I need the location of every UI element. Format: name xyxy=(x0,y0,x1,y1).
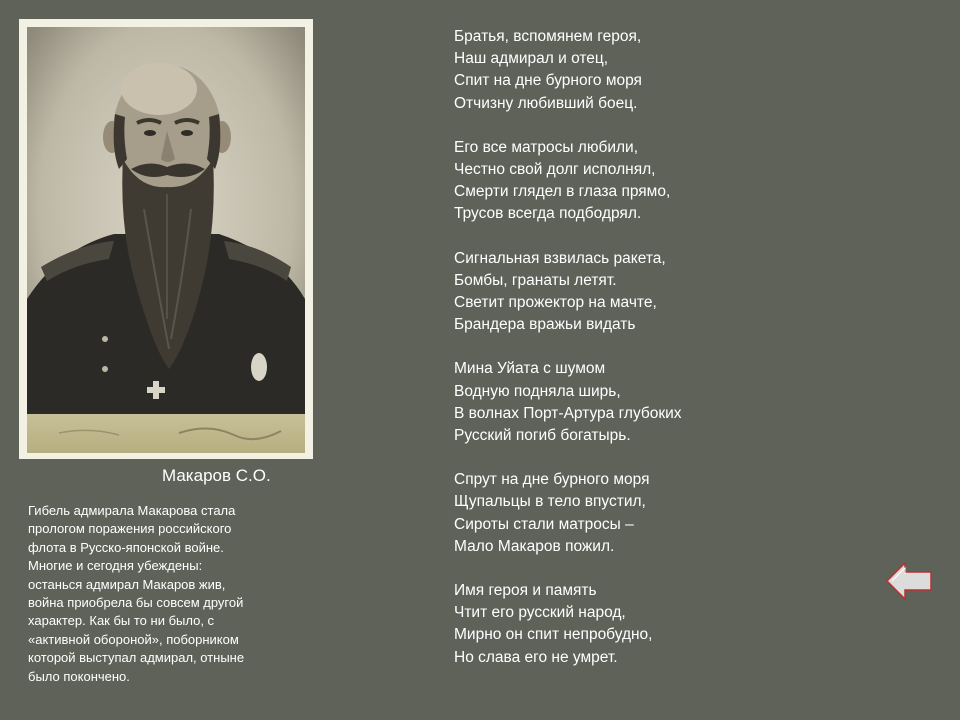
poem-line: Честно свой долг исполнял, xyxy=(454,161,656,179)
poem-line: Наш адмирал и отец, xyxy=(454,50,609,68)
description-text xyxy=(28,502,318,686)
poem-line: Братья, вспомянем героя, xyxy=(454,28,642,45)
poem-line: Смерти глядел в глаза прямо, xyxy=(454,183,671,201)
back-button[interactable] xyxy=(886,562,932,600)
poem-line: Сигнальная взвилась ракета, xyxy=(454,249,666,267)
description-line: характер. Как бы то ни было, с xyxy=(28,613,215,629)
arrow-left-icon xyxy=(886,562,932,600)
poem-stanza xyxy=(454,248,834,337)
portrait-caption: Макаров С.О. xyxy=(162,466,271,485)
poem-stanza xyxy=(454,26,834,115)
poem-line: Спрут на дне бурного моря xyxy=(454,471,650,489)
poem-line: Чтит его русский народ, xyxy=(454,604,626,622)
poem-line: Мина Уйата с шумом xyxy=(454,360,606,378)
portrait-photo xyxy=(19,19,313,459)
poem-line: Русский погиб богатырь. xyxy=(454,427,631,445)
description-line: «активной обороной», поборником xyxy=(28,631,239,647)
poem-line: Светит прожектор на мачте, xyxy=(454,294,657,312)
description-line: было покончено. xyxy=(28,668,130,684)
poem-stanza xyxy=(454,358,834,447)
poem-stanza xyxy=(454,580,834,669)
description-line: прологом поражения российского xyxy=(28,521,232,537)
description-line: Гибель адмирала Макарова стала xyxy=(28,503,236,518)
description-line: война приобрела бы совсем другой xyxy=(28,595,244,611)
poem-line: Водную подняла ширь, xyxy=(454,382,621,400)
poem-line: Брандера вражьи видать xyxy=(454,316,636,334)
poem-line: Но слава его не умрет. xyxy=(454,648,618,666)
poem-line: Его все матросы любили, xyxy=(454,138,639,156)
description-line: которой выступал адмирал, отныне xyxy=(28,650,245,666)
description-line: флота в Русско-японской войне. xyxy=(28,539,224,555)
poem-line: Имя героя и память xyxy=(454,582,597,600)
poem-stanza xyxy=(454,137,834,226)
poem-line: Спит на дне бурного моря xyxy=(454,72,642,90)
description-line: Многие и сегодня убеждены: xyxy=(28,558,203,574)
poem-stanza xyxy=(454,469,834,558)
poem-line: В волнах Порт-Артура глубоких xyxy=(454,404,682,422)
poem-line: Отчизну любивший боец. xyxy=(454,94,638,112)
poem-line: Мирно он спит непробудно, xyxy=(454,626,653,644)
description-line: останься адмирал Макаров жив, xyxy=(28,576,226,592)
portrait-image xyxy=(19,19,313,459)
poem-line: Мало Макаров пожил. xyxy=(454,537,615,555)
poem-line: Трусов всегда подбодрял. xyxy=(454,205,642,223)
poem xyxy=(454,26,834,691)
poem-line: Сироты стали матросы – xyxy=(454,515,634,533)
poem-line: Бомбы, гранаты летят. xyxy=(454,271,617,289)
poem-line: Щупальцы в тело впустил, xyxy=(454,493,646,511)
